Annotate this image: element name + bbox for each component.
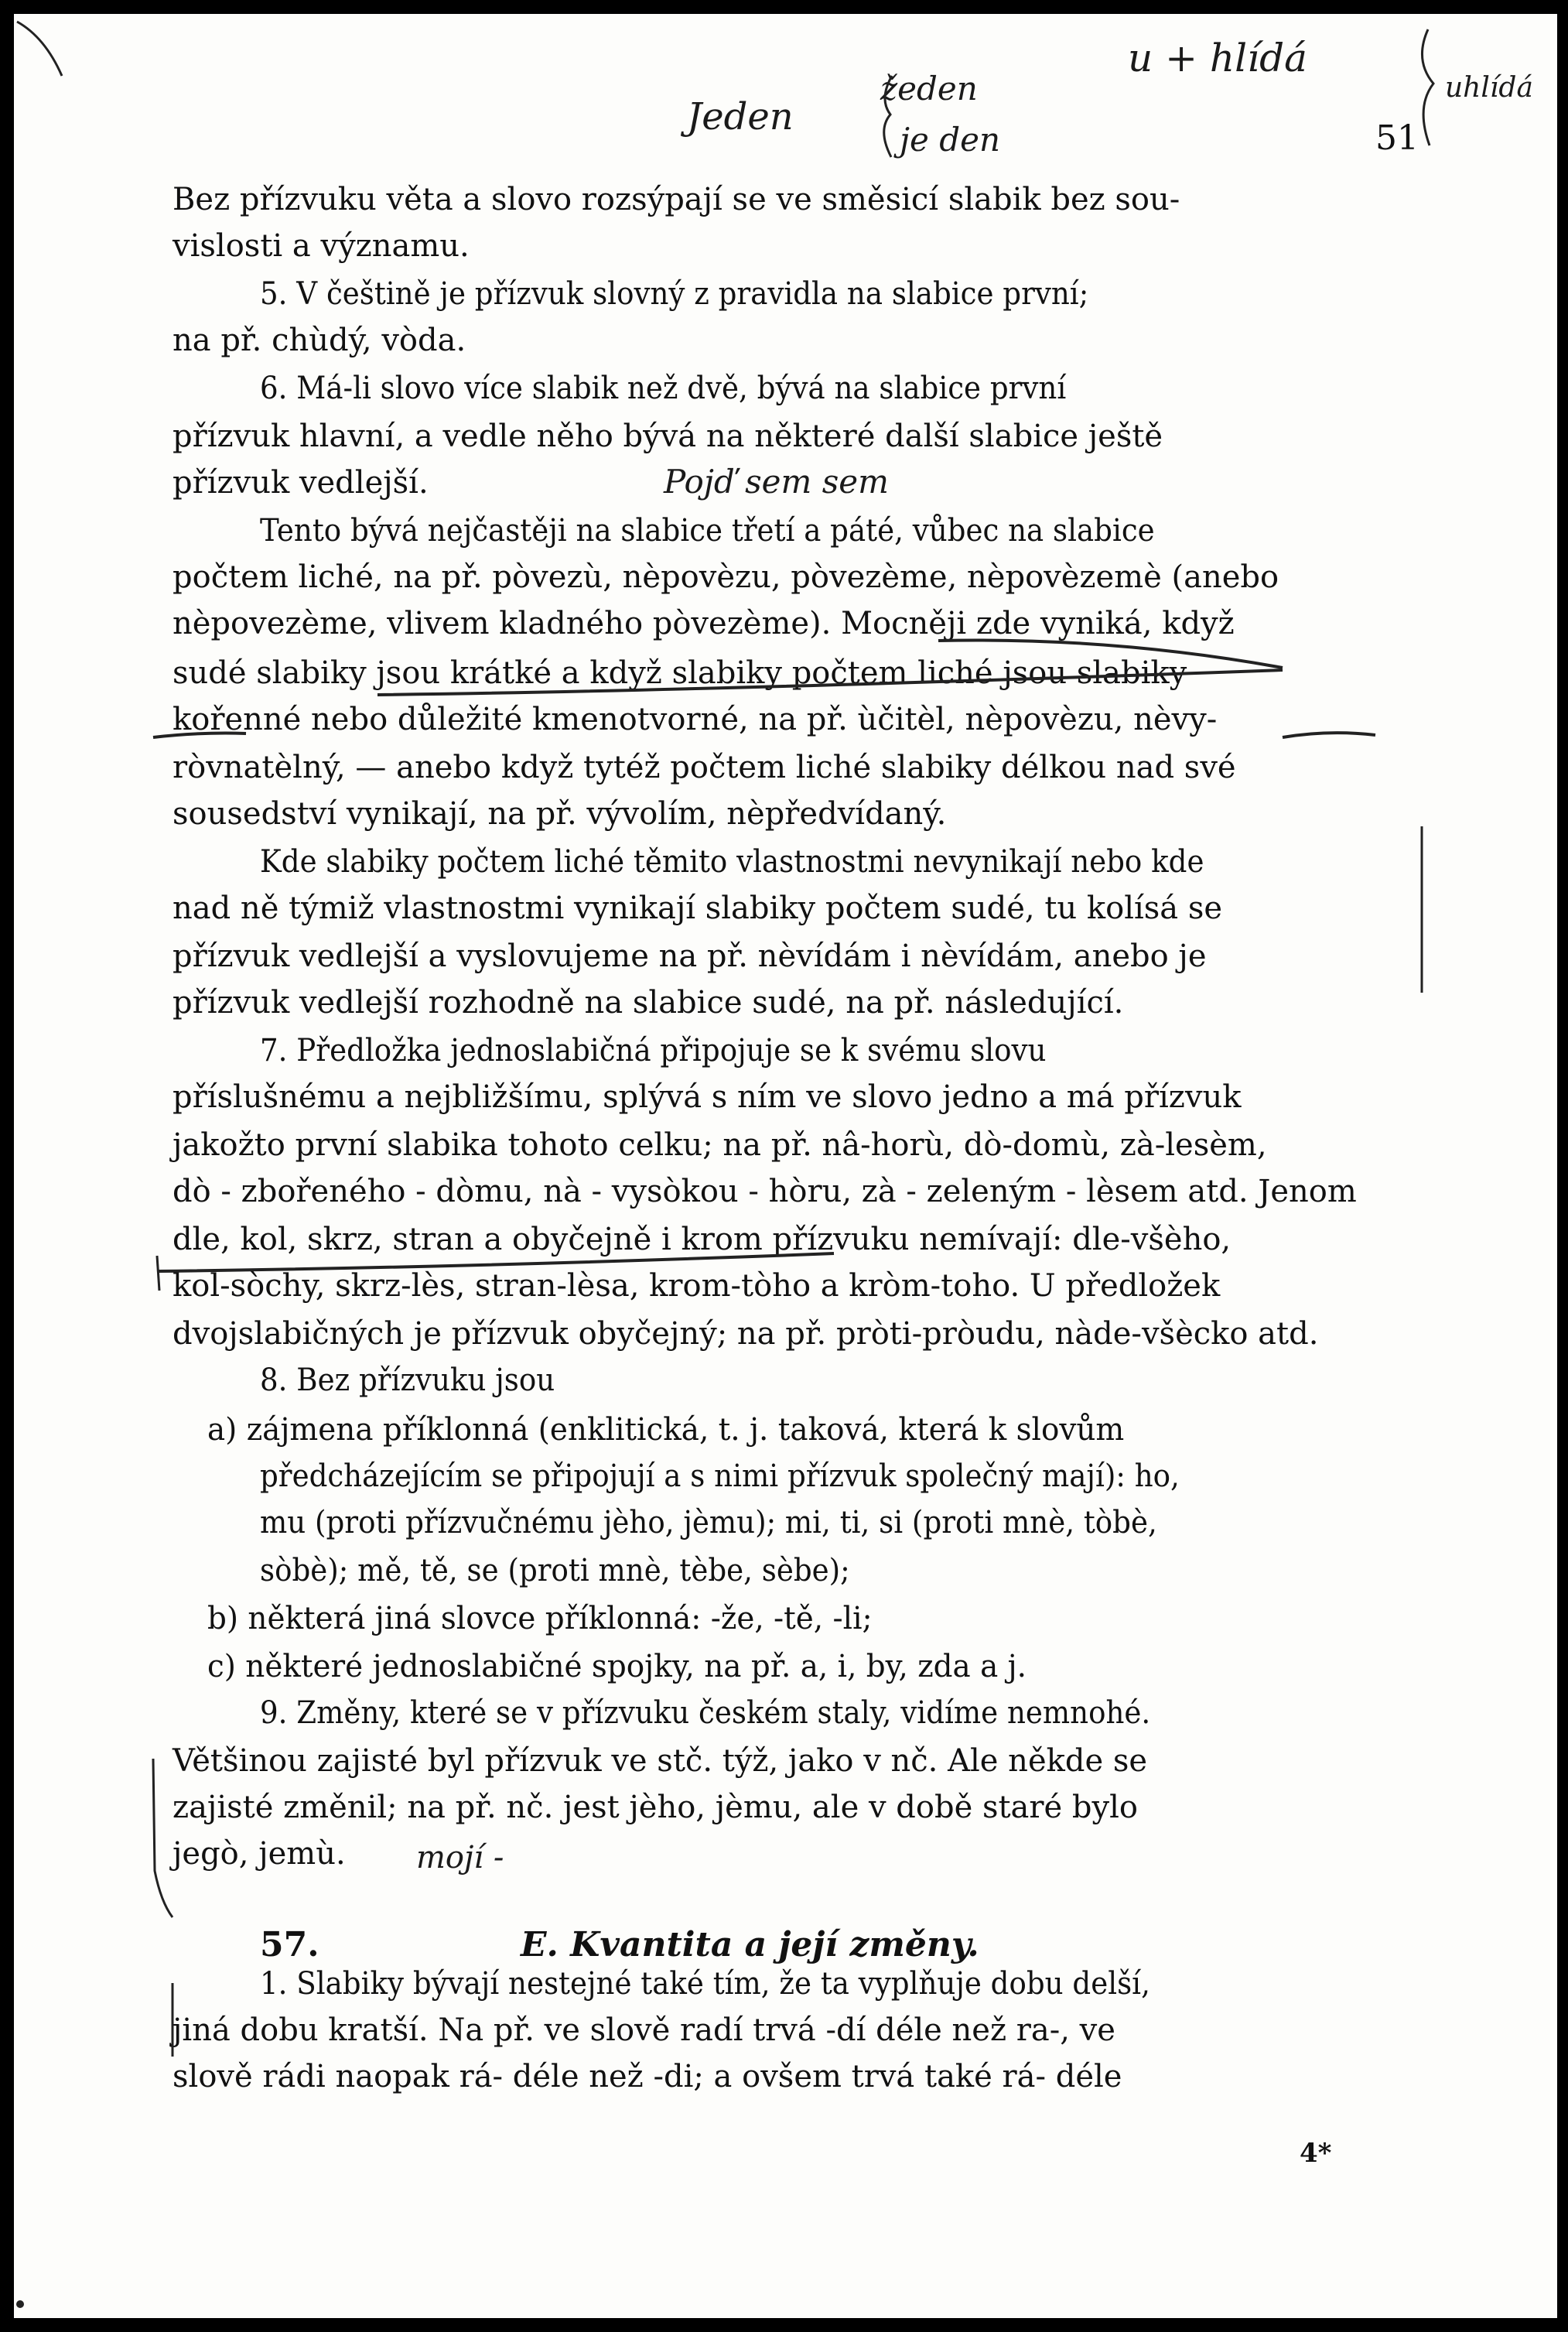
text-line: nèpovezème, vlivem kladného pòvezème). Mocněji zde vyniká, když (173, 606, 1235, 641)
text-line: vislosti a významu. (173, 228, 470, 264)
text-line: mu (proti přízvučnému jèho, jèmu); mi, ti, si (proti mnè, tòbè, (260, 1505, 1157, 1540)
text-line: Většinou zajisté byl přízvuk ve stč. týž, jako v nč. Ale někde se (173, 1743, 1148, 1779)
text-line: Bez přízvuku věta a slovo rozsýpají se ve směsicí slabik bez sou- (173, 182, 1180, 217)
text-line: 1. Slabiky bývají nestejné také tím, že ta vyplňuje dobu delší, (260, 1966, 1150, 2002)
handwritten-note-brace-upper: žeden (880, 70, 978, 108)
underline-5-tick (157, 1256, 159, 1291)
text-line: kořenné nebo důležité kmenotvorné, na př. ùčitèl, nèpovèzu, nèvy- (173, 702, 1218, 737)
handwritten-note-brace-lower: je den (900, 121, 1001, 159)
signature-mark: 4* (1300, 2138, 1332, 2169)
underline-5 (157, 1253, 834, 1271)
text-line: zajisté změnil; na př. nč. jest jèho, jèmu, ale v době staré bylo (173, 1790, 1138, 1825)
text-line: přízvuk vedlejší. (173, 465, 429, 501)
text-line: sousedství vynikají, na př. vývolím, nèpředvídaný. (173, 796, 947, 832)
book-page (14, 14, 1557, 2318)
text-line: na př. chùdý, vòda. (173, 323, 466, 358)
text-line: dò - zbořeného - dòmu, nà - vysòkou - hòru, zà - zeleným - lèsem atd. Jenom (173, 1174, 1357, 1209)
handwritten-note-far-right: uhlídá (1445, 72, 1533, 104)
text-line: jakožto první slabika tohoto celku; na př. nâ-horù, dò-domù, zà-lesèm, (173, 1127, 1267, 1163)
section-title: E. Kvantita a její změny. (521, 1925, 979, 1964)
text-line: dvojslabičných je přízvuk obyčejný; na př. pròti-pròudu, nàde-všècko atd. (173, 1316, 1319, 1352)
text-line: 5. V češtině je přízvuk slovný z pravidla na slabice první; (260, 276, 1089, 312)
text-line: nad ně týmiž vlastnostmi vynikají slabiky počtem sudé, tu kolísá se (173, 891, 1223, 926)
text-line: 7. Předložka jednoslabičná připojuje se k svému slovu (260, 1033, 1047, 1069)
text-line: příslušnému a nejbližšímu, splývá s ním ve slovo jedno a má přízvuk (173, 1079, 1242, 1115)
text-line: ròvnatèlný, — anebo když tytéž počtem liché slabiky délkou nad své (173, 750, 1236, 785)
text-line: sòbè); mě, tě, se (proti mnè, tèbe, sèbe); (260, 1553, 850, 1588)
text-line: kol-sòchy, skrz-lès, stran-lèsa, krom-tòho a kròm-toho. U předložek (173, 1268, 1221, 1304)
underline-4 (1283, 733, 1375, 737)
text-line: slově rádi naopak rá- déle než -di; a ovšem trvá také rá- déle (173, 2059, 1122, 2094)
margin-line-left-1 (153, 1759, 173, 1917)
handwritten-note-top-right: u + hlídá (1128, 36, 1307, 80)
pencil-marks (14, 14, 1557, 2318)
text-line: b) některá jiná slovce příklonná: -že, -tě, -li; (207, 1601, 873, 1636)
handwritten-note-lower: mojí - (416, 1840, 504, 1876)
page-number: 51 (1375, 118, 1419, 158)
text-line: jiná dobu kratší. Na př. ve slově radí trvá -dí déle než ra-, ve (173, 2012, 1115, 2048)
text-line: 9. Změny, které se v přízvuku českém staly, vidíme nemnohé. (260, 1695, 1151, 1731)
corner-mark (17, 22, 62, 76)
text-line: 6. Má-li slovo více slabik než dvě, bývá na slabice první (260, 371, 1067, 406)
text-line: jegò, jemù. (173, 1836, 346, 1872)
text-line: Kde slabiky počtem liché těmito vlastnostmi nevynikají nebo kde (260, 844, 1204, 880)
section-number: 57. (260, 1925, 319, 1964)
text-line: Tento bývá nejčastěji na slabice třetí a páté, vůbec na slabice (260, 513, 1155, 549)
underline-2 (377, 670, 1283, 695)
text-line: 8. Bez přízvuku jsou (260, 1363, 555, 1398)
handwritten-note-middle: Pojď sem sem (664, 463, 889, 501)
underline-3 (153, 733, 246, 737)
text-line: přízvuk hlavní, a vedle něho bývá na některé další slabice ještě (173, 419, 1163, 454)
text-line: a) zájmena příklonná (enklitická, t. j. taková, která k slovům (207, 1412, 1125, 1448)
text-line: počtem liché, na př. pòvezù, nèpovèzu, pòvezème, nèpovèzemè (anebo (173, 559, 1279, 595)
brace-far-right (1422, 29, 1433, 145)
text-line: předcházejícím se připojují a s nimi přízvuk společný mají): ho, (260, 1458, 1180, 1494)
text-line: přízvuk vedlejší rozhodně na slabice sudé, na př. následující. (173, 985, 1124, 1021)
text-line: přízvuk vedlejší a vyslovujeme na př. nèvídám i nèvídám, anebo je (173, 939, 1207, 974)
text-line: sudé slabiky jsou krátké a když slabiky počtem liché jsou slabiky (173, 655, 1187, 691)
text-line: c) některé jednoslabičné spojky, na př. a, i, by, zda a j. (207, 1649, 1027, 1684)
brace-top (884, 76, 892, 157)
handwritten-note-top-left: Jeden (687, 95, 794, 138)
text-line: dle, kol, skrz, stran a obyčejně i krom přízvuku nemívají: dle-všèho, (173, 1222, 1232, 1257)
margin-dot (16, 2300, 24, 2308)
underline-1 (938, 640, 1283, 668)
